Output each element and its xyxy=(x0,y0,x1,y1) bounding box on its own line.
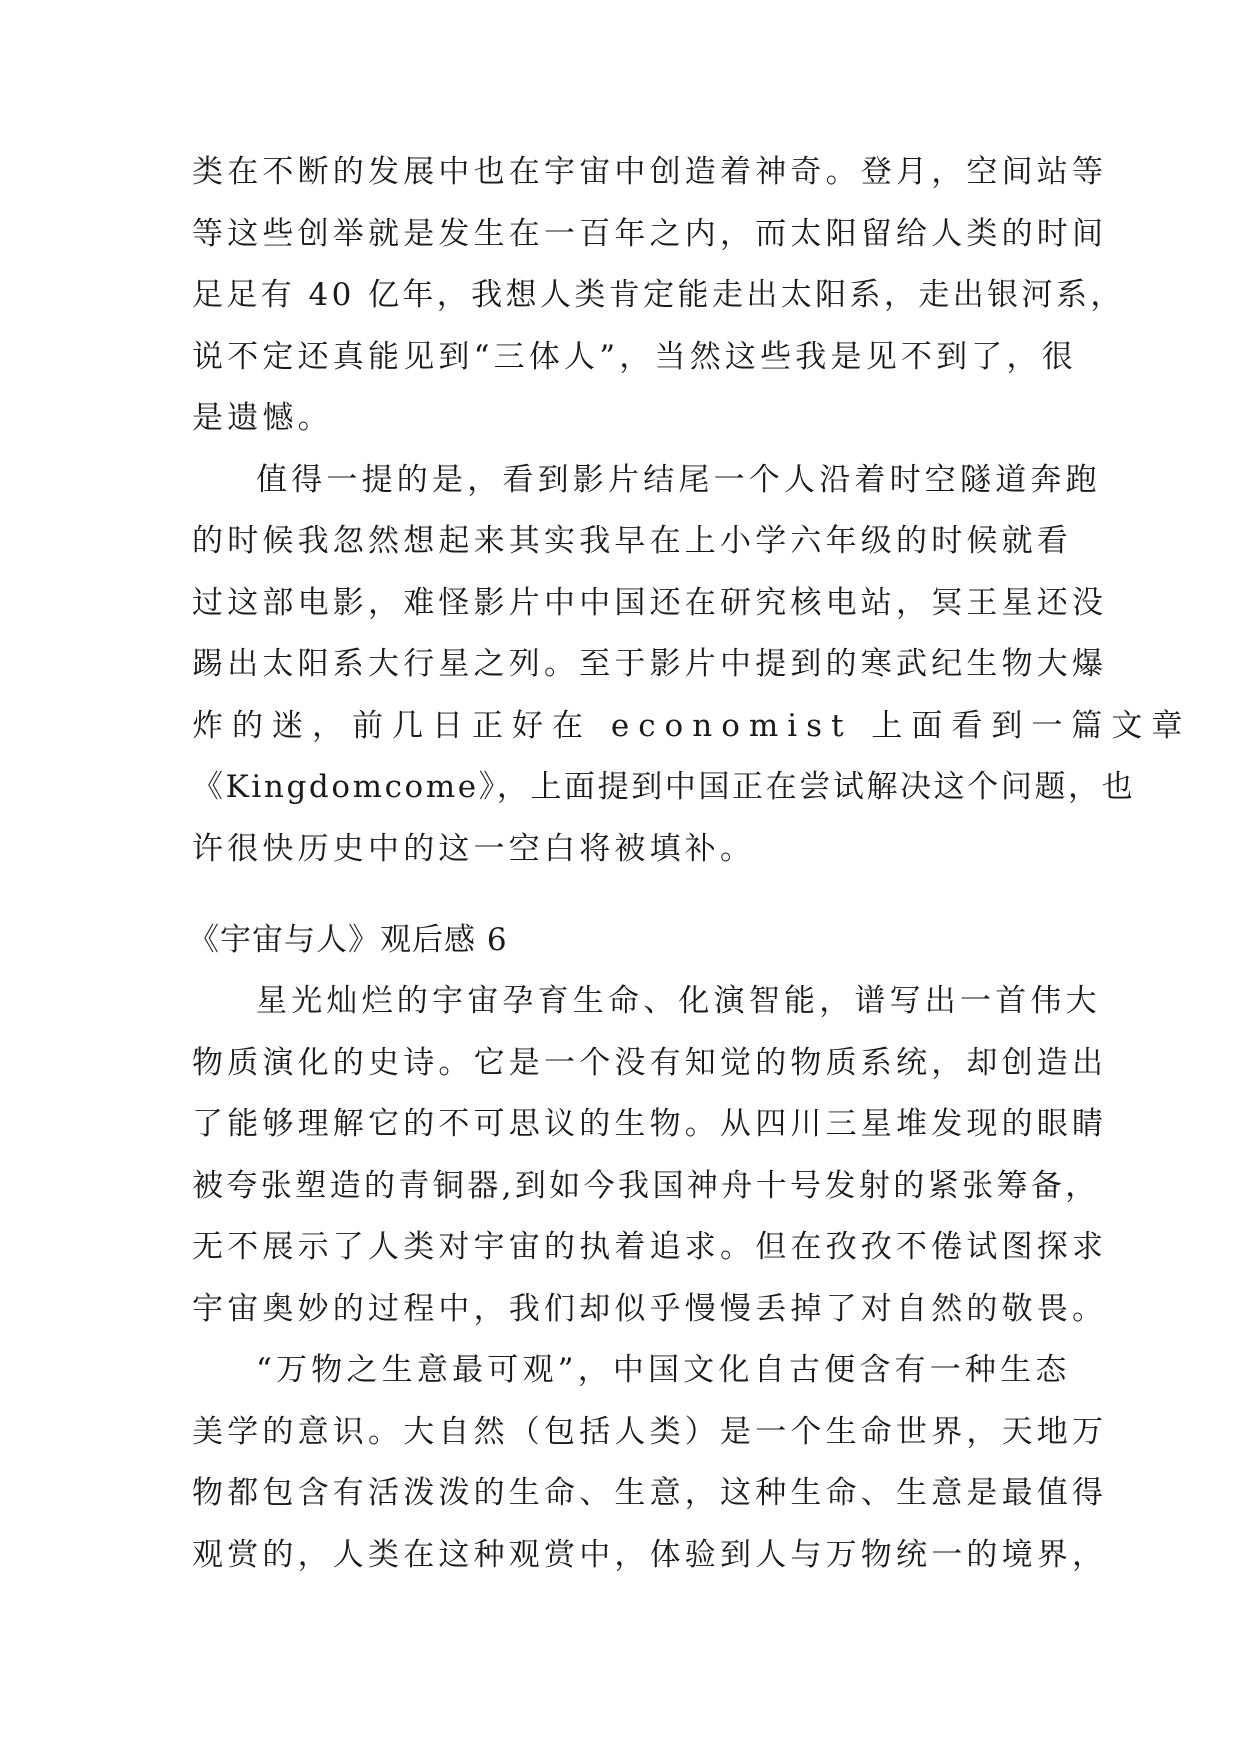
text-line: 炸的迷，前几日正好在 economist 上面看到一篇文章 xyxy=(192,707,1192,744)
text-line: 足足有 40 亿年，我想人类肯定能走出太阳系，走出银河系， xyxy=(192,277,1125,313)
text-line: 宇宙奥妙的过程中，我们却似乎慢慢丢掉了对自然的敬畏。 xyxy=(192,1290,1108,1327)
text-line: 物质演化的史诗。它是一个没有知觉的物质系统，却创造出 xyxy=(192,1044,1108,1081)
text-line: 观赏的，人类在这种观赏中，体验到人与万物统一的境界， xyxy=(192,1536,1108,1573)
text-line: 等这些创举就是发生在一百年之内，而太阳留给人类的时间 xyxy=(192,215,1108,252)
text-line: 是遗憾。 xyxy=(192,400,333,436)
paragraph-first-line: “万物之生意最可观”，中国文化自古便含有一种生态 xyxy=(256,1352,1071,1388)
text-line: 过这部电影，难怪影片中中国还在研究核电站，冥王星还没 xyxy=(192,584,1108,621)
text-line: 许很快历史中的这一空白将被填补。 xyxy=(192,830,756,867)
paragraph-first-line: 值得一提的是，看到影片结尾一个人沿着时空隧道奔跑 xyxy=(256,461,1101,498)
text-line: 被夸张塑造的青铜器,到如今我国神舟十号发射的紧张筹备， xyxy=(192,1167,1100,1204)
text-line: 美学的意识。大自然（包括人类）是一个生命世界，天地万 xyxy=(192,1413,1108,1450)
text-line: 类在不断的发展中也在宇宙中创造着神奇。登月，空间站等 xyxy=(192,154,1108,190)
text-line: 物都包含有活泼泼的生命、生意，这种生命、生意是最值得 xyxy=(192,1475,1108,1511)
text-line: 了能够理解它的不可思议的生物。从四川三星堆发现的眼睛 xyxy=(192,1106,1108,1142)
text-line: 无不展示了人类对宇宙的执着追求。但在孜孜不倦试图探求 xyxy=(192,1229,1108,1265)
section-title: 《宇宙与人》观后感 6 xyxy=(188,922,508,958)
text-line: 《Kingdomcome》，上面提到中国正在尝试解决这个问题，也 xyxy=(192,769,1136,805)
paragraph-first-line: 星光灿烂的宇宙孕育生命、化演智能，谱写出一首伟大 xyxy=(256,983,1101,1019)
text-line: 踢出太阳系大行星之列。至于影片中提到的寒武纪生物大爆 xyxy=(192,646,1108,682)
essay-body-continued xyxy=(192,142,1192,880)
text-line: 的时候我忽然想起来其实我早在上小学六年级的时候就看 xyxy=(192,523,1072,559)
essay-body-section-6 xyxy=(192,971,1108,1586)
text-line: 说不定还真能见到“三体人”，当然这些我是见不到了，很 xyxy=(192,338,1077,375)
